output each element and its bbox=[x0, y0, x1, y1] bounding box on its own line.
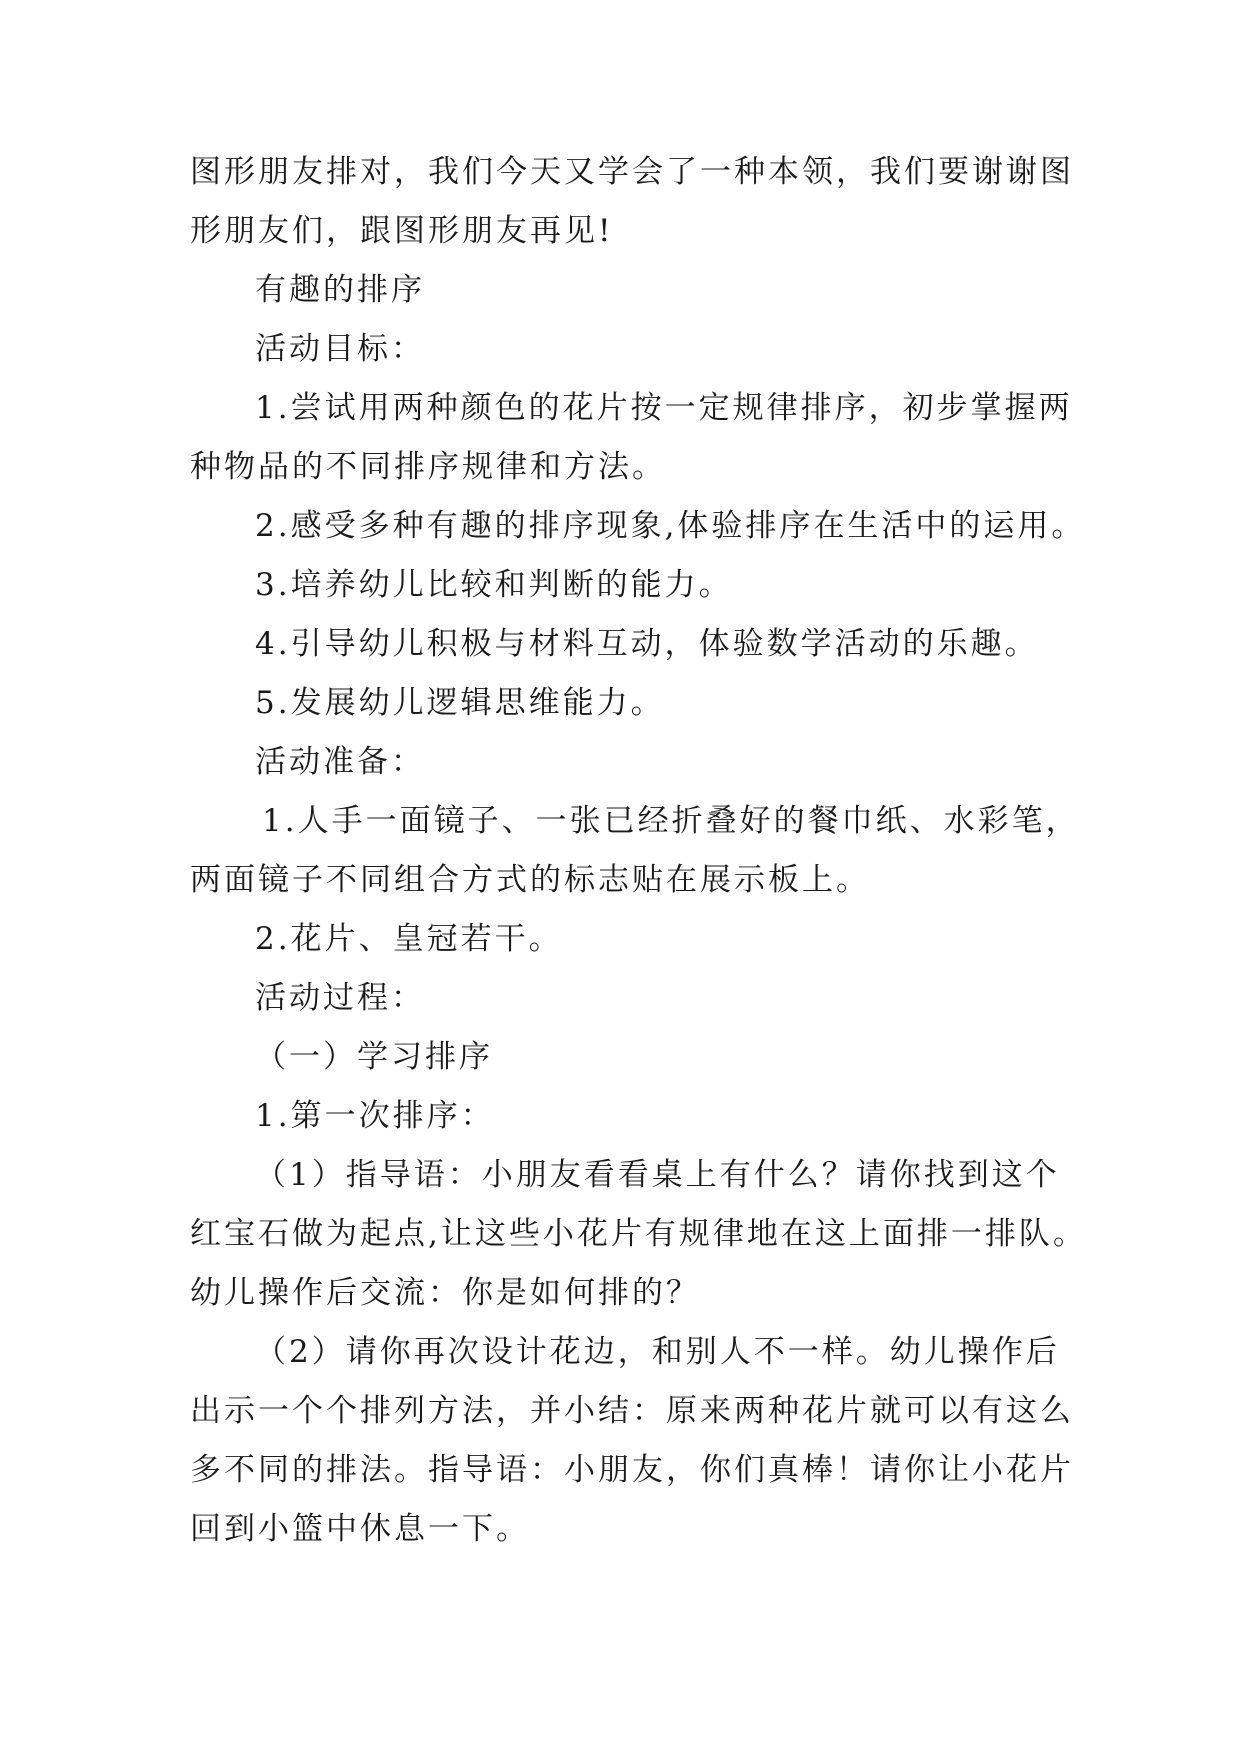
list-item: 5.发展幼儿逻辑思维能力。 bbox=[255, 685, 665, 721]
section-title: 有趣的排序 bbox=[255, 272, 425, 308]
section-heading: 活动准备： bbox=[255, 744, 425, 780]
list-item-continuation: 两面镜子不同组合方式的标志贴在展示板上。 bbox=[190, 862, 870, 898]
paragraph-line: 红宝石做为起点,让这些小花片有规律地在这上面排一排队。 bbox=[190, 1216, 1087, 1252]
paragraph-line: 图形朋友排对，我们今天又学会了一种本领，我们要谢谢图 bbox=[190, 154, 1074, 190]
list-item: 1.尝试用两种颜色的花片按一定规律排序，初步掌握两 bbox=[255, 390, 1073, 426]
paragraph-line: （2）请你再次设计花边，和别人不一样。幼儿操作后 bbox=[255, 1334, 1060, 1370]
paragraph-line: 幼儿操作后交流：你是如何排的？ bbox=[190, 1275, 700, 1311]
paragraph-line: 多不同的排法。指导语：小朋友，你们真棒！请你让小花片 bbox=[190, 1452, 1074, 1488]
paragraph-line: （1）指导语：小朋友看看桌上有什么？请你找到这个 bbox=[255, 1157, 1060, 1193]
list-item: 2.感受多种有趣的排序现象,体验排序在生活中的运用。 bbox=[255, 508, 1086, 544]
subsection-heading: （一）学习排序 bbox=[255, 1039, 493, 1075]
step-heading: 1.第一次排序： bbox=[255, 1098, 495, 1134]
paragraph-line: 形朋友们，跟图形朋友再见! bbox=[190, 213, 614, 249]
paragraph-line: 出示一个个排列方法，并小结：原来两种花片就可以有这么 bbox=[190, 1393, 1074, 1429]
list-item: 3.培养幼儿比较和判断的能力。 bbox=[255, 567, 733, 603]
paragraph-line: 回到小篮中休息一下。 bbox=[190, 1511, 530, 1547]
list-item: 2.花片、皇冠若干。 bbox=[255, 921, 563, 957]
list-item-continuation: 种物品的不同排序规律和方法。 bbox=[190, 449, 666, 485]
section-heading: 活动过程： bbox=[255, 980, 425, 1016]
section-heading: 活动目标： bbox=[255, 331, 425, 367]
list-item: 1.人手一面镜子、一张已经折叠好的餐巾纸、水彩笔， bbox=[262, 803, 1080, 839]
list-item: 4.引导幼儿积极与材料互动，体验数学活动的乐趣。 bbox=[255, 626, 1039, 662]
